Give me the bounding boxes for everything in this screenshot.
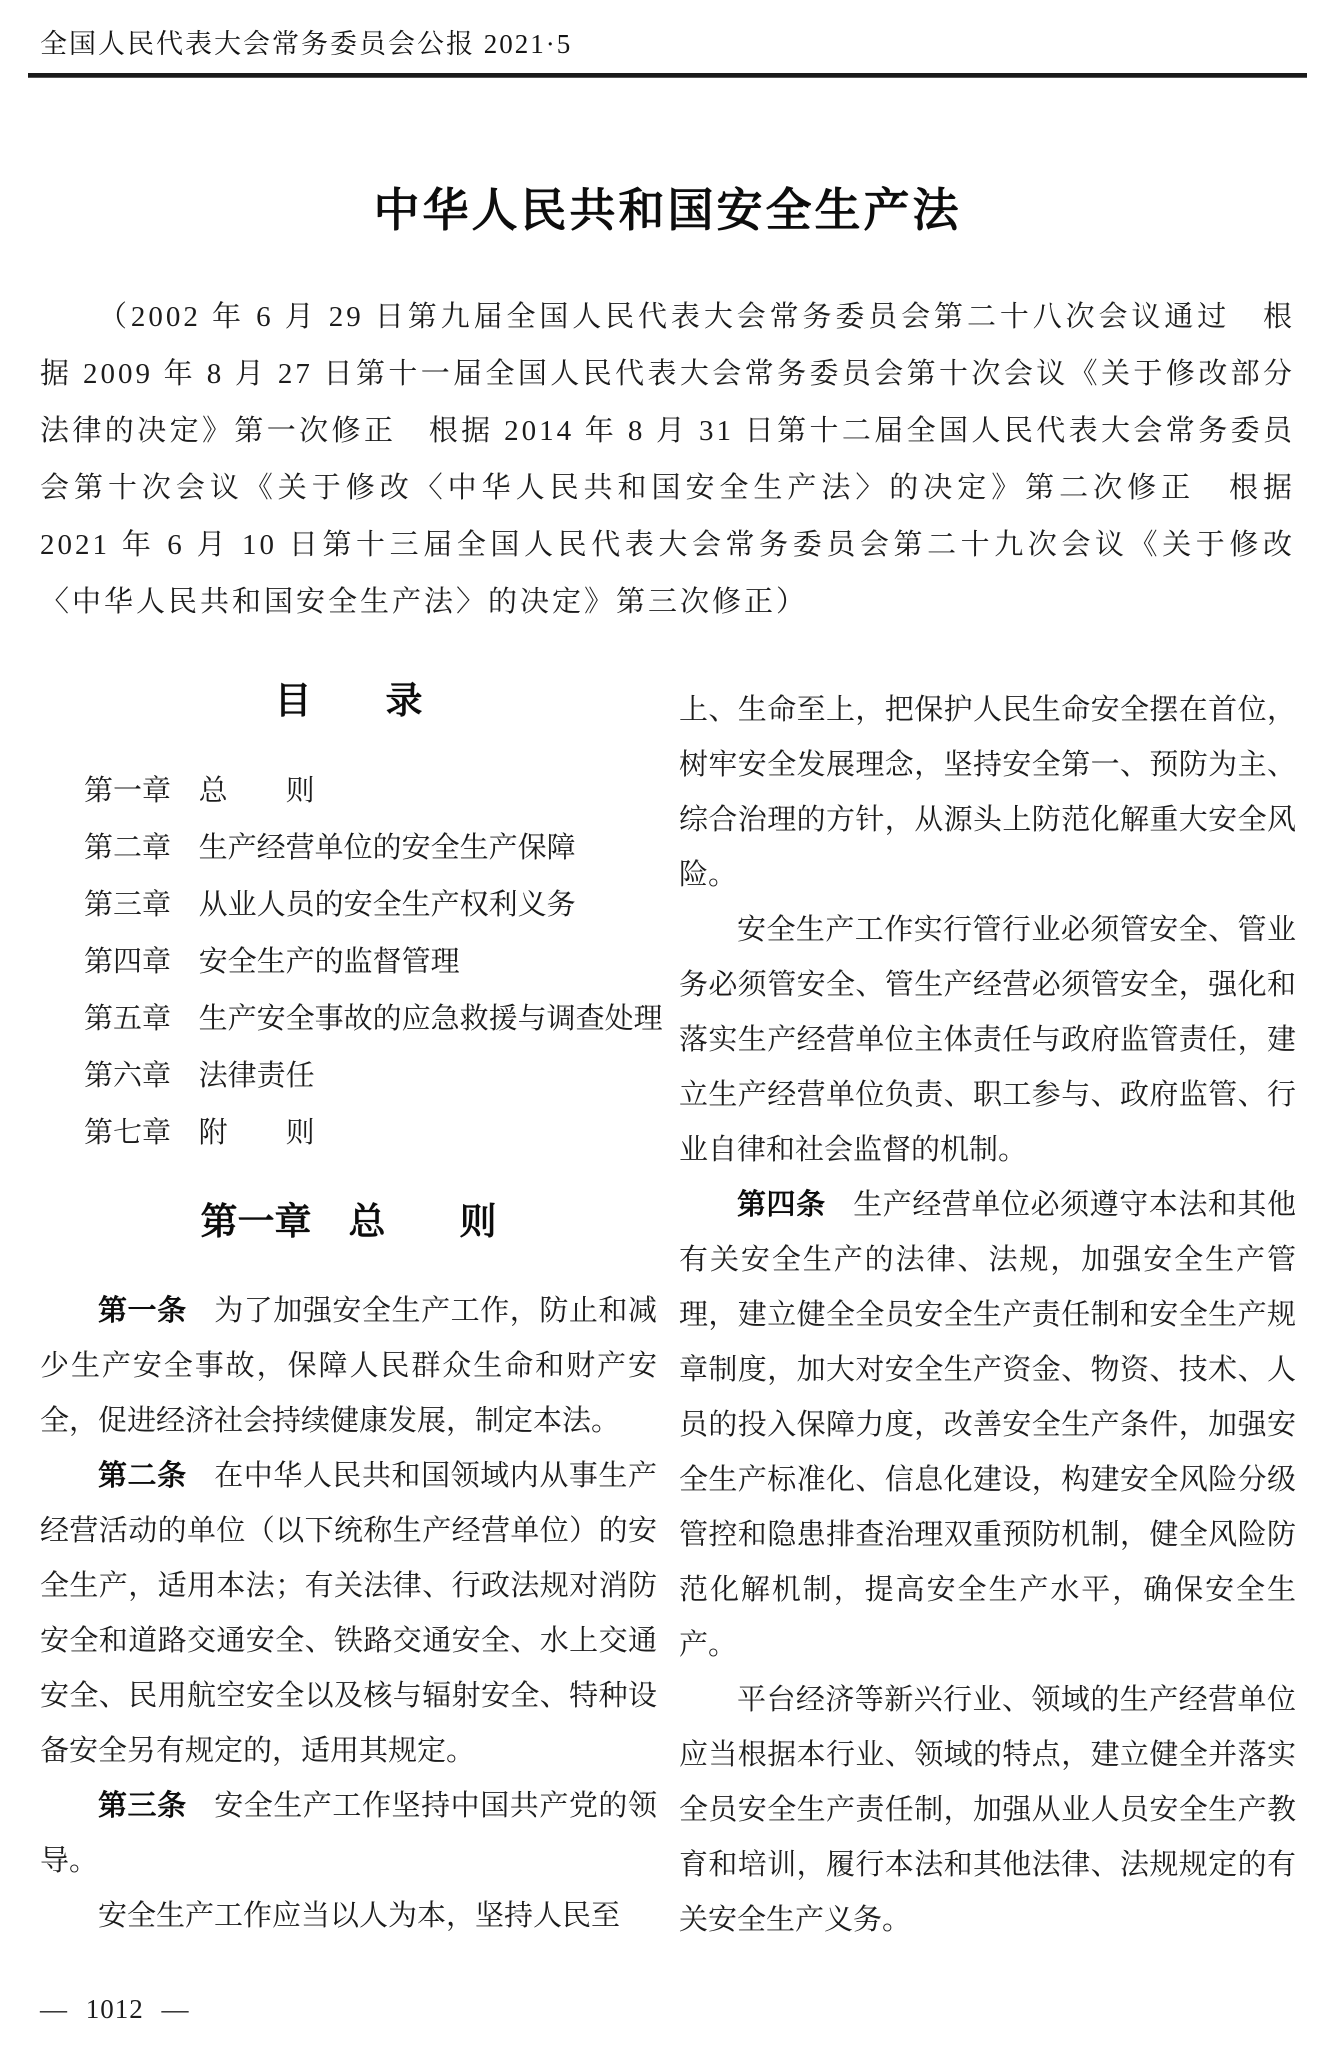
toc-chapter-title: 总 则 [198,774,315,807]
article-paragraph [40,1449,657,1779]
header-rule [28,73,1307,78]
left-paragraphs [40,1284,657,1944]
right-column [679,673,1296,1948]
article-number: 第二条 [98,1459,187,1492]
page-number: — 1012 — [40,1994,190,2024]
toc-chapter-number: 第五章 [84,1002,172,1035]
toc-chapter-number: 第四章 [84,945,172,978]
page-header [40,0,1295,61]
article-text: 在中华人民共和国领域内从事生产经营活动的单位（以下统称生产经营单位）的安全生产，适用本法；有关法律、行政法规对消防安全和道路交通安全、铁路交通安全、水上交通安全、民用航空安全以及核与辐射安全、特种设备安全另有规定的，适用其规定。 [40,1459,657,1767]
right-paragraphs [679,683,1296,1948]
article-text: 为了加强安全生产工作，防止和减少生产安全事故，保障人民群众生命和财产安全，促进经济社会持续健康发展，制定本法。 [40,1294,657,1437]
article-text: 安全生产工作坚持中国共产党的领导。 [40,1789,657,1877]
article-text: 安全生产工作应当以人为本，坚持人民至 [98,1899,621,1932]
article-paragraph [679,1673,1296,1948]
article-text: 生产经营单位必须遵守本法和其他有关安全生产的法律、法规，加强安全生产管理，建立健全全员安全生产责任制和安全生产规章制度，加大对安全生产资金、物资、技术、人员的投入保障力度，改善安全生产条件，加强安全生产标准化、信息化建设，构建安全风险分级管控和隐患排查治理双重预防机制，健全风险防范化解机制，提高安全生产水平，确保安全生产。 [679,1188,1296,1661]
toc-chapter-title: 从业人员的安全生产权利义务 [198,888,576,921]
article-text: 上、生命至上，把保护人民生命安全摆在首位，树牢安全发展理念，坚持安全第一、预防为主、综合治理的方针，从源头上防范化解重大安全风险。 [679,693,1296,891]
article-paragraph [679,903,1296,1178]
toc-chapter-title: 法律责任 [198,1059,315,1092]
article-number: 第三条 [98,1789,187,1822]
toc-item [40,1105,657,1162]
toc-chapter-title: 附 则 [198,1116,315,1149]
article-text: 安全生产工作实行管行业必须管安全、管业务必须管安全、管生产经营必须管安全，强化和落实生产经营单位主体责任与政府监管责任，建立生产经营单位负责、职工参与、政府监管、行业自律和社会监督的机制。 [679,913,1296,1166]
toc-item [40,763,657,820]
article-paragraph [40,1284,657,1449]
toc-chapter-number: 第三章 [84,888,172,921]
toc-item [40,820,657,877]
toc-chapter-number: 第七章 [84,1116,172,1149]
article-paragraph [679,683,1296,903]
toc-chapter-title: 安全生产的监督管理 [198,945,460,978]
preamble-paragraph: （2002 年 6 月 29 日第九届全国人民代表大会常务委员会第二十八次会议通过 根据 2009 年 8 月 27 日第十一届全国人民代表大会常务委员会第十次会议《关于修改部分法律的决定》第一次修正 根据 2014 年 8 月 31 日第十二届全国人民代表大会常务委员会第十次会议《关于修改〈中华人民共和国安全生产法〉的决定》第二次修正 根据 2021 年 6 月 10 日第十三届全国人民代表大会常务委员会第二十九次会议《关于修改〈中华人民共和国安全生产法〉的决定》第三次修正） [40,300,1295,618]
toc-item [40,934,657,991]
article-paragraph [40,1779,657,1889]
toc-chapter-title: 生产安全事故的应急救援与调查处理 [198,1002,663,1035]
left-column [40,673,663,1948]
toc-chapter-number: 第二章 [84,831,172,864]
law-title: 中华人民共和国安全生产法 [373,185,962,236]
toc-chapter-number: 第一章 [84,774,172,807]
toc-heading: 目 录 [274,679,423,721]
article-paragraph [679,1178,1296,1673]
toc-chapter-number: 第六章 [84,1059,172,1092]
article-number: 第一条 [98,1294,187,1327]
toc-item [40,1048,657,1105]
two-column-body [40,673,1295,1948]
article-paragraph [40,1889,657,1944]
article-text: 平台经济等新兴行业、领域的生产经营单位应当根据本行业、领域的特点，建立健全并落实全员安全生产责任制，加强从业人员安全生产教育和培训，履行本法和其他法律、法规规定的有关安全生产义务。 [679,1683,1296,1936]
page-footer [40,1994,190,2025]
toc-item [40,877,657,934]
toc-chapter-title: 生产经营单位的安全生产保障 [198,831,576,864]
toc-list [40,763,663,1162]
journal-title: 全国人民代表大会常务委员会公报 2021·5 [40,29,573,59]
article-number: 第四条 [737,1188,826,1221]
chapter1-heading: 第一章 总 则 [200,1200,497,1242]
toc-item [40,991,663,1048]
